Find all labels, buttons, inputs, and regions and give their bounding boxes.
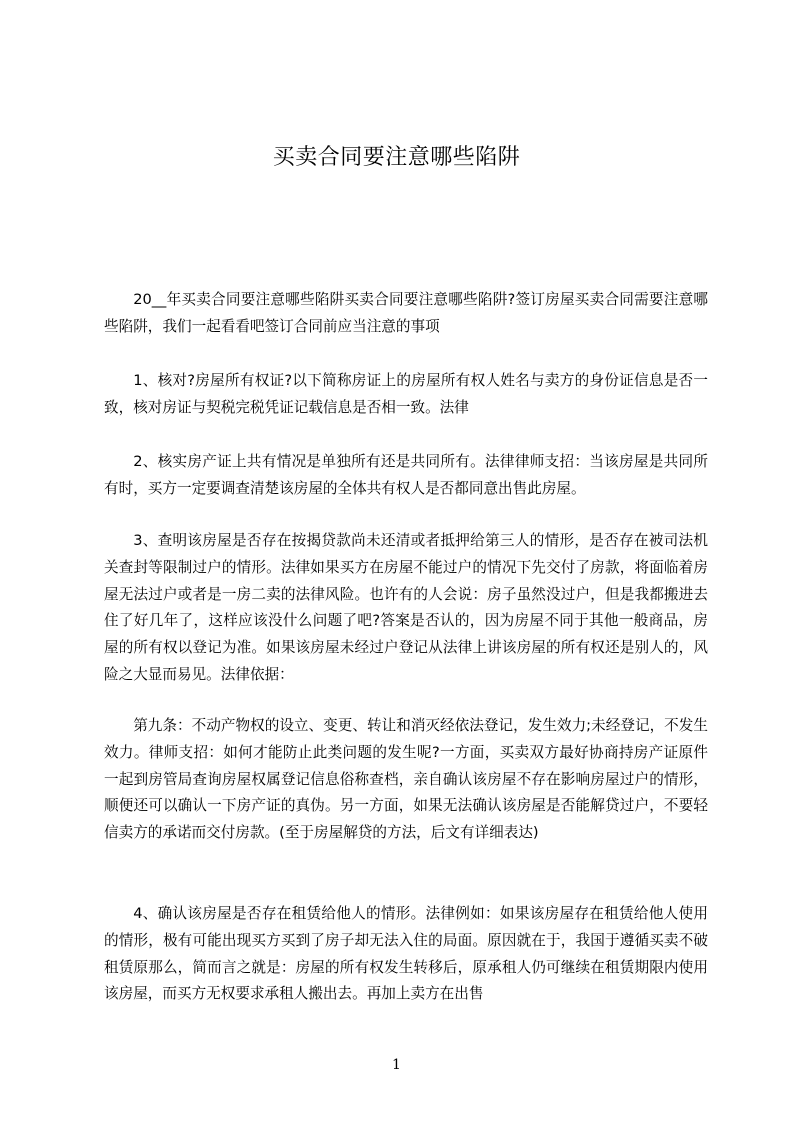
page-number: 1 — [392, 1057, 401, 1073]
point-3-paragraph: 3、查明该房屋是否存在按揭贷款尚未还清或者抵押给第三人的情形，是否存在被司法机关查封等限制过户的情形。法律如果买方在房屋不能过户的情况下先交付了房款，将面临着房屋无法过户或者是一房二卖的法律风险。也许有的人会说：房子虽然没过户，但是我都搬进去住了好几年了，这样应该没什么问题了吧?答案是否认的，因为房屋不同于其他一般商品，房屋的所有权以登记为准。如果该房屋未经过户登记从法律上讲该房屋的所有权还是别人的，风险之大显而易见。法律依据： — [104, 532, 708, 683]
point-4-paragraph: 4、确认该房屋是否存在租赁给他人的情形。法律例如：如果该房屋存在租赁给他人使用的情形，极有可能出现买方买到了房子却无法入住的局面。原因就在于，我国于遵循买卖不破租赁原那么，简而言之就是：房屋的所有权发生转移后，原承租人仍可继续在租赁期限内使用该房屋，而买方无权要求承租人搬出去。再加上卖方在出售 — [104, 905, 708, 1003]
intro-paragraph: 20__年买卖合同要注意哪些陷阱买卖合同要注意哪些陷阱?签订房屋买卖合同需要注意哪些陷阱，我们一起看看吧签订合同前应当注意的事项 — [104, 291, 708, 335]
point-2-paragraph: 2、核实房产证上共有情况是单独所有还是共同所有。法律律师支招：当该房屋是共同所有时，买方一定要调查清楚该房屋的全体共有权人是否都同意出售此房屋。 — [104, 453, 708, 497]
document-title: 买卖合同要注意哪些陷阱 — [272, 145, 521, 170]
point-1-paragraph: 1、核对?房屋所有权证?以下简称房证上的房屋所有权人姓名与卖方的身份证信息是否一致，核对房证与契税完税凭证记载信息是否相一致。法律 — [104, 372, 708, 416]
article-9-paragraph: 第九条：不动产物权的设立、变更、转让和消灭经依法登记，发生效力;未经登记，不发生效力。律师支招：如何才能防止此类问题的发生呢?一方面，买卖双方最好协商持房产证原件一起到房管局查询房屋权属登记信息俗称查档，亲自确认该房屋不存在影响房屋过户的情形，顺便还可以确认一下房产证的真伪。另一方面，如果无法确认该房屋是否能解贷过户，不要轻信卖方的承诺而交付房款。(至于房屋解贷的方法，后文有详细表达) — [104, 717, 708, 842]
